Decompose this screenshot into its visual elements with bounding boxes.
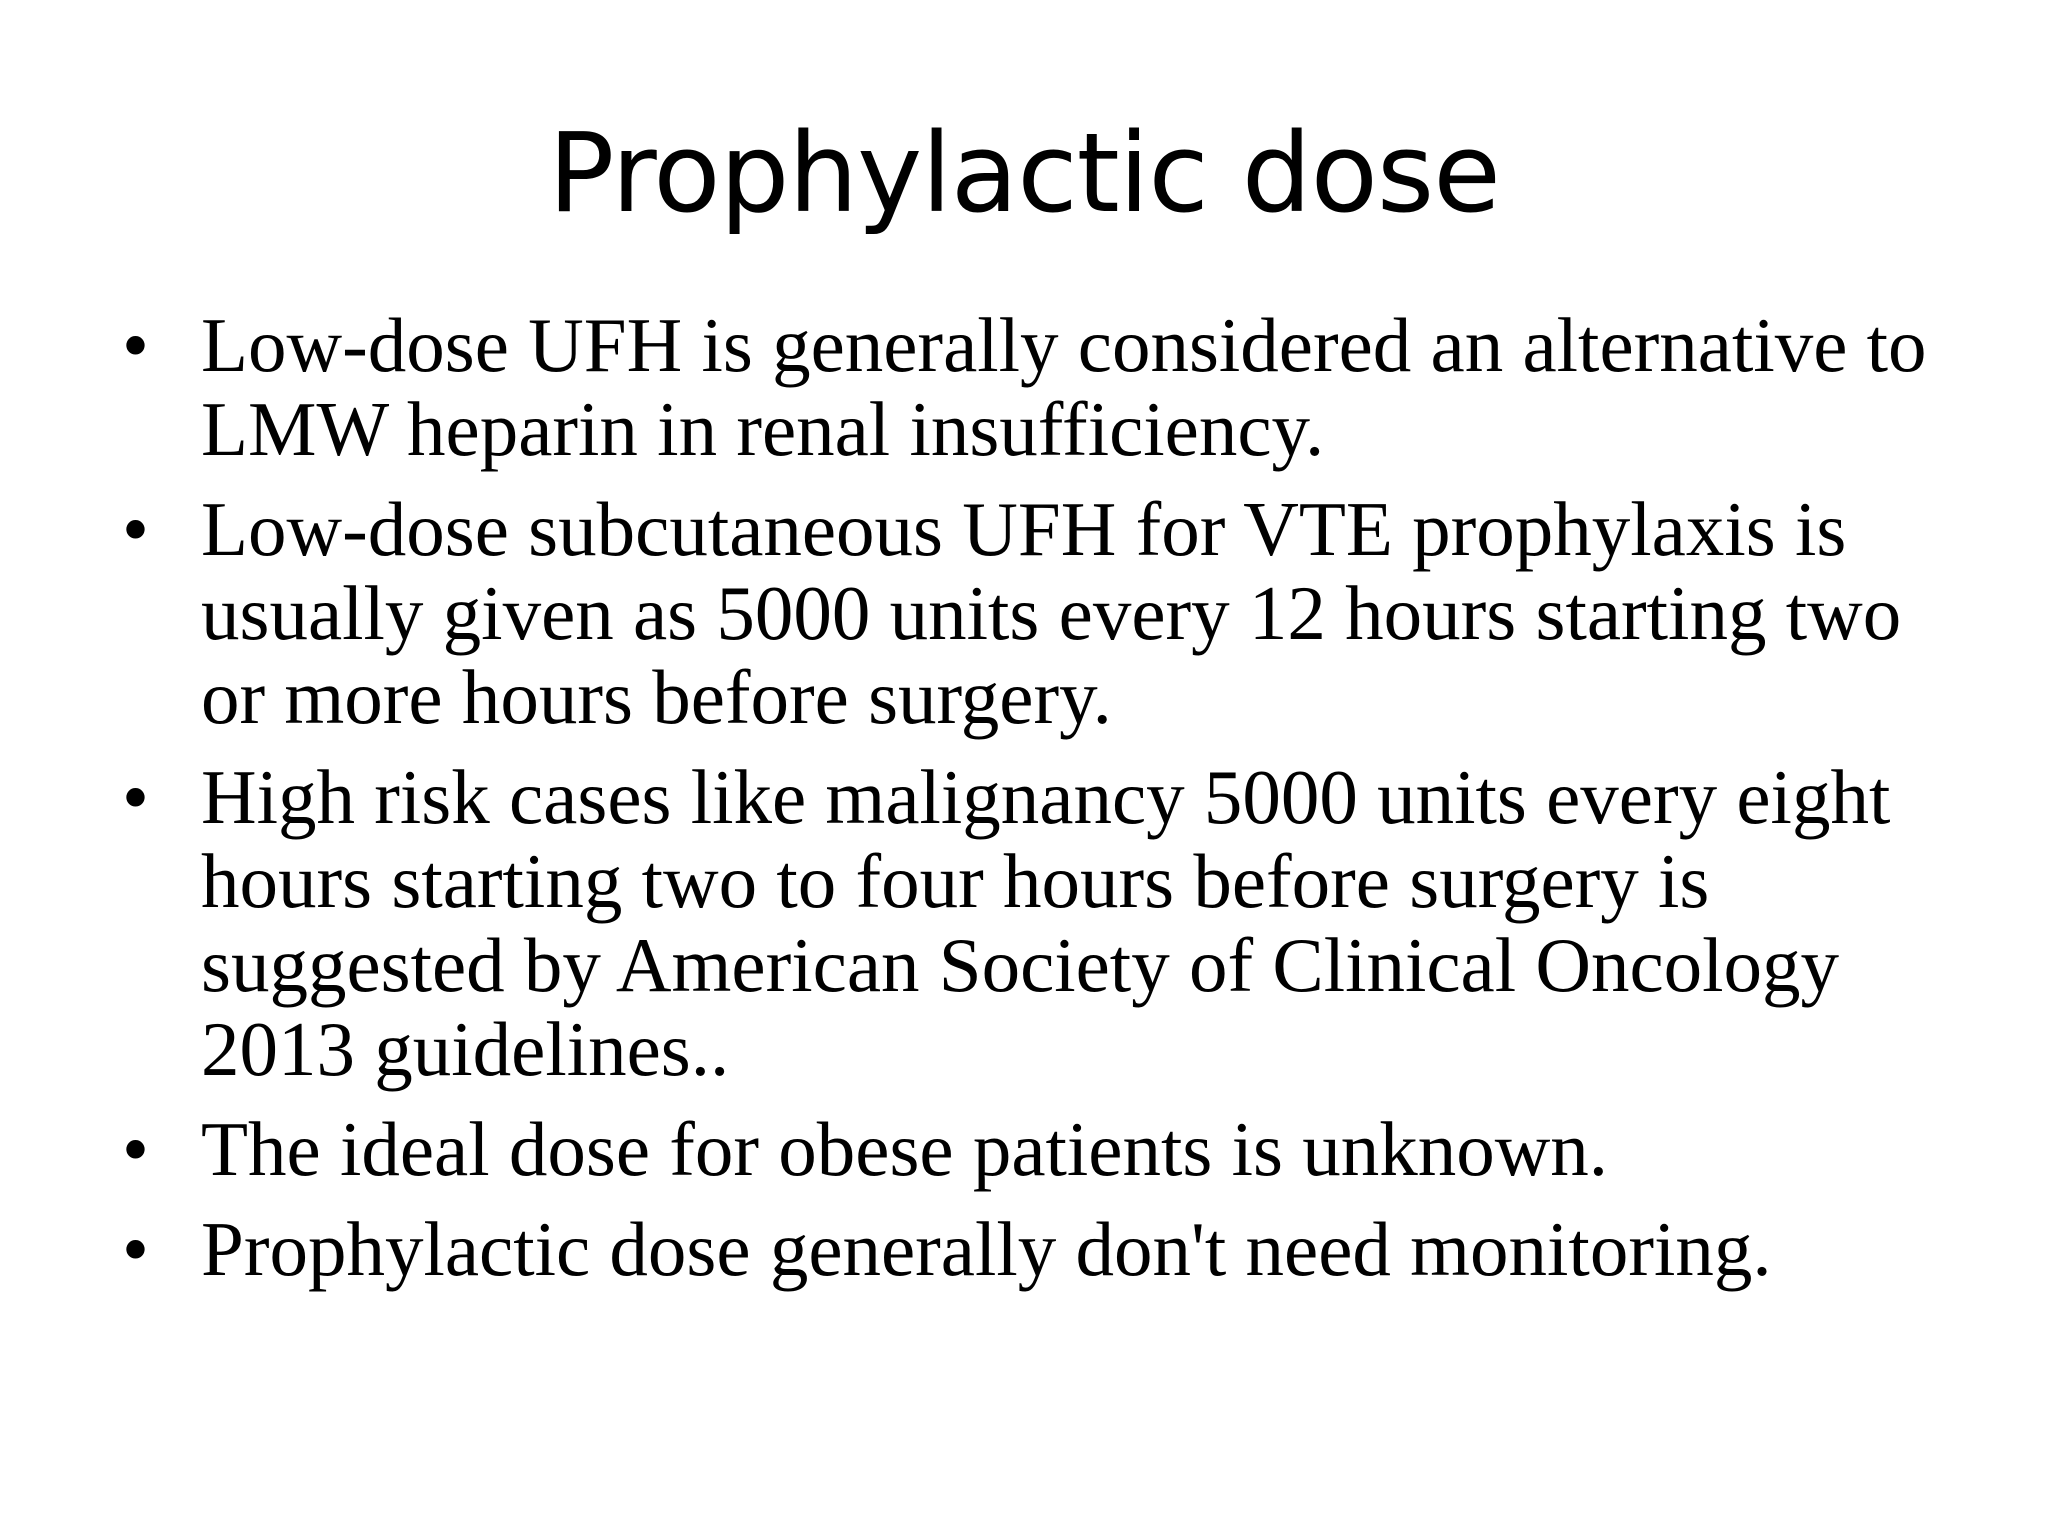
bullet-text: High risk cases like malignancy 5000 units every eight hours starting two to four hours before surgery is suggested by American Society of Clinical Oncology 2013 guidelines.. [201,754,1891,1092]
bullet-text: Low-dose UFH is generally considered an alternative to LMW heparin in renal insufficiency. [201,302,1927,472]
bullet-dot-icon: • [122,302,149,388]
bullet-text: The ideal dose for obese patients is unknown. [201,1106,1609,1192]
bullet-item [120,487,1950,739]
bullet-text: Prophylactic dose generally don't need monitoring. [201,1206,1772,1292]
bullet-dot-icon: • [122,1106,149,1192]
bullet-item [120,1207,1950,1291]
bullet-dot-icon: • [122,486,149,572]
slide-title: Prophylactic dose [548,109,1500,237]
bullet-item [120,303,1950,471]
bullet-item [120,755,1950,1091]
bullet-text: Low-dose subcutaneous UFH for VTE prophylaxis is usually given as 5000 units every 12 hours starting two or more hours before surgery. [201,486,1902,740]
bullet-list [120,303,1950,1307]
bullet-dot-icon: • [122,1206,149,1292]
bullet-dot-icon: • [122,754,149,840]
bullet-item [120,1107,1950,1191]
